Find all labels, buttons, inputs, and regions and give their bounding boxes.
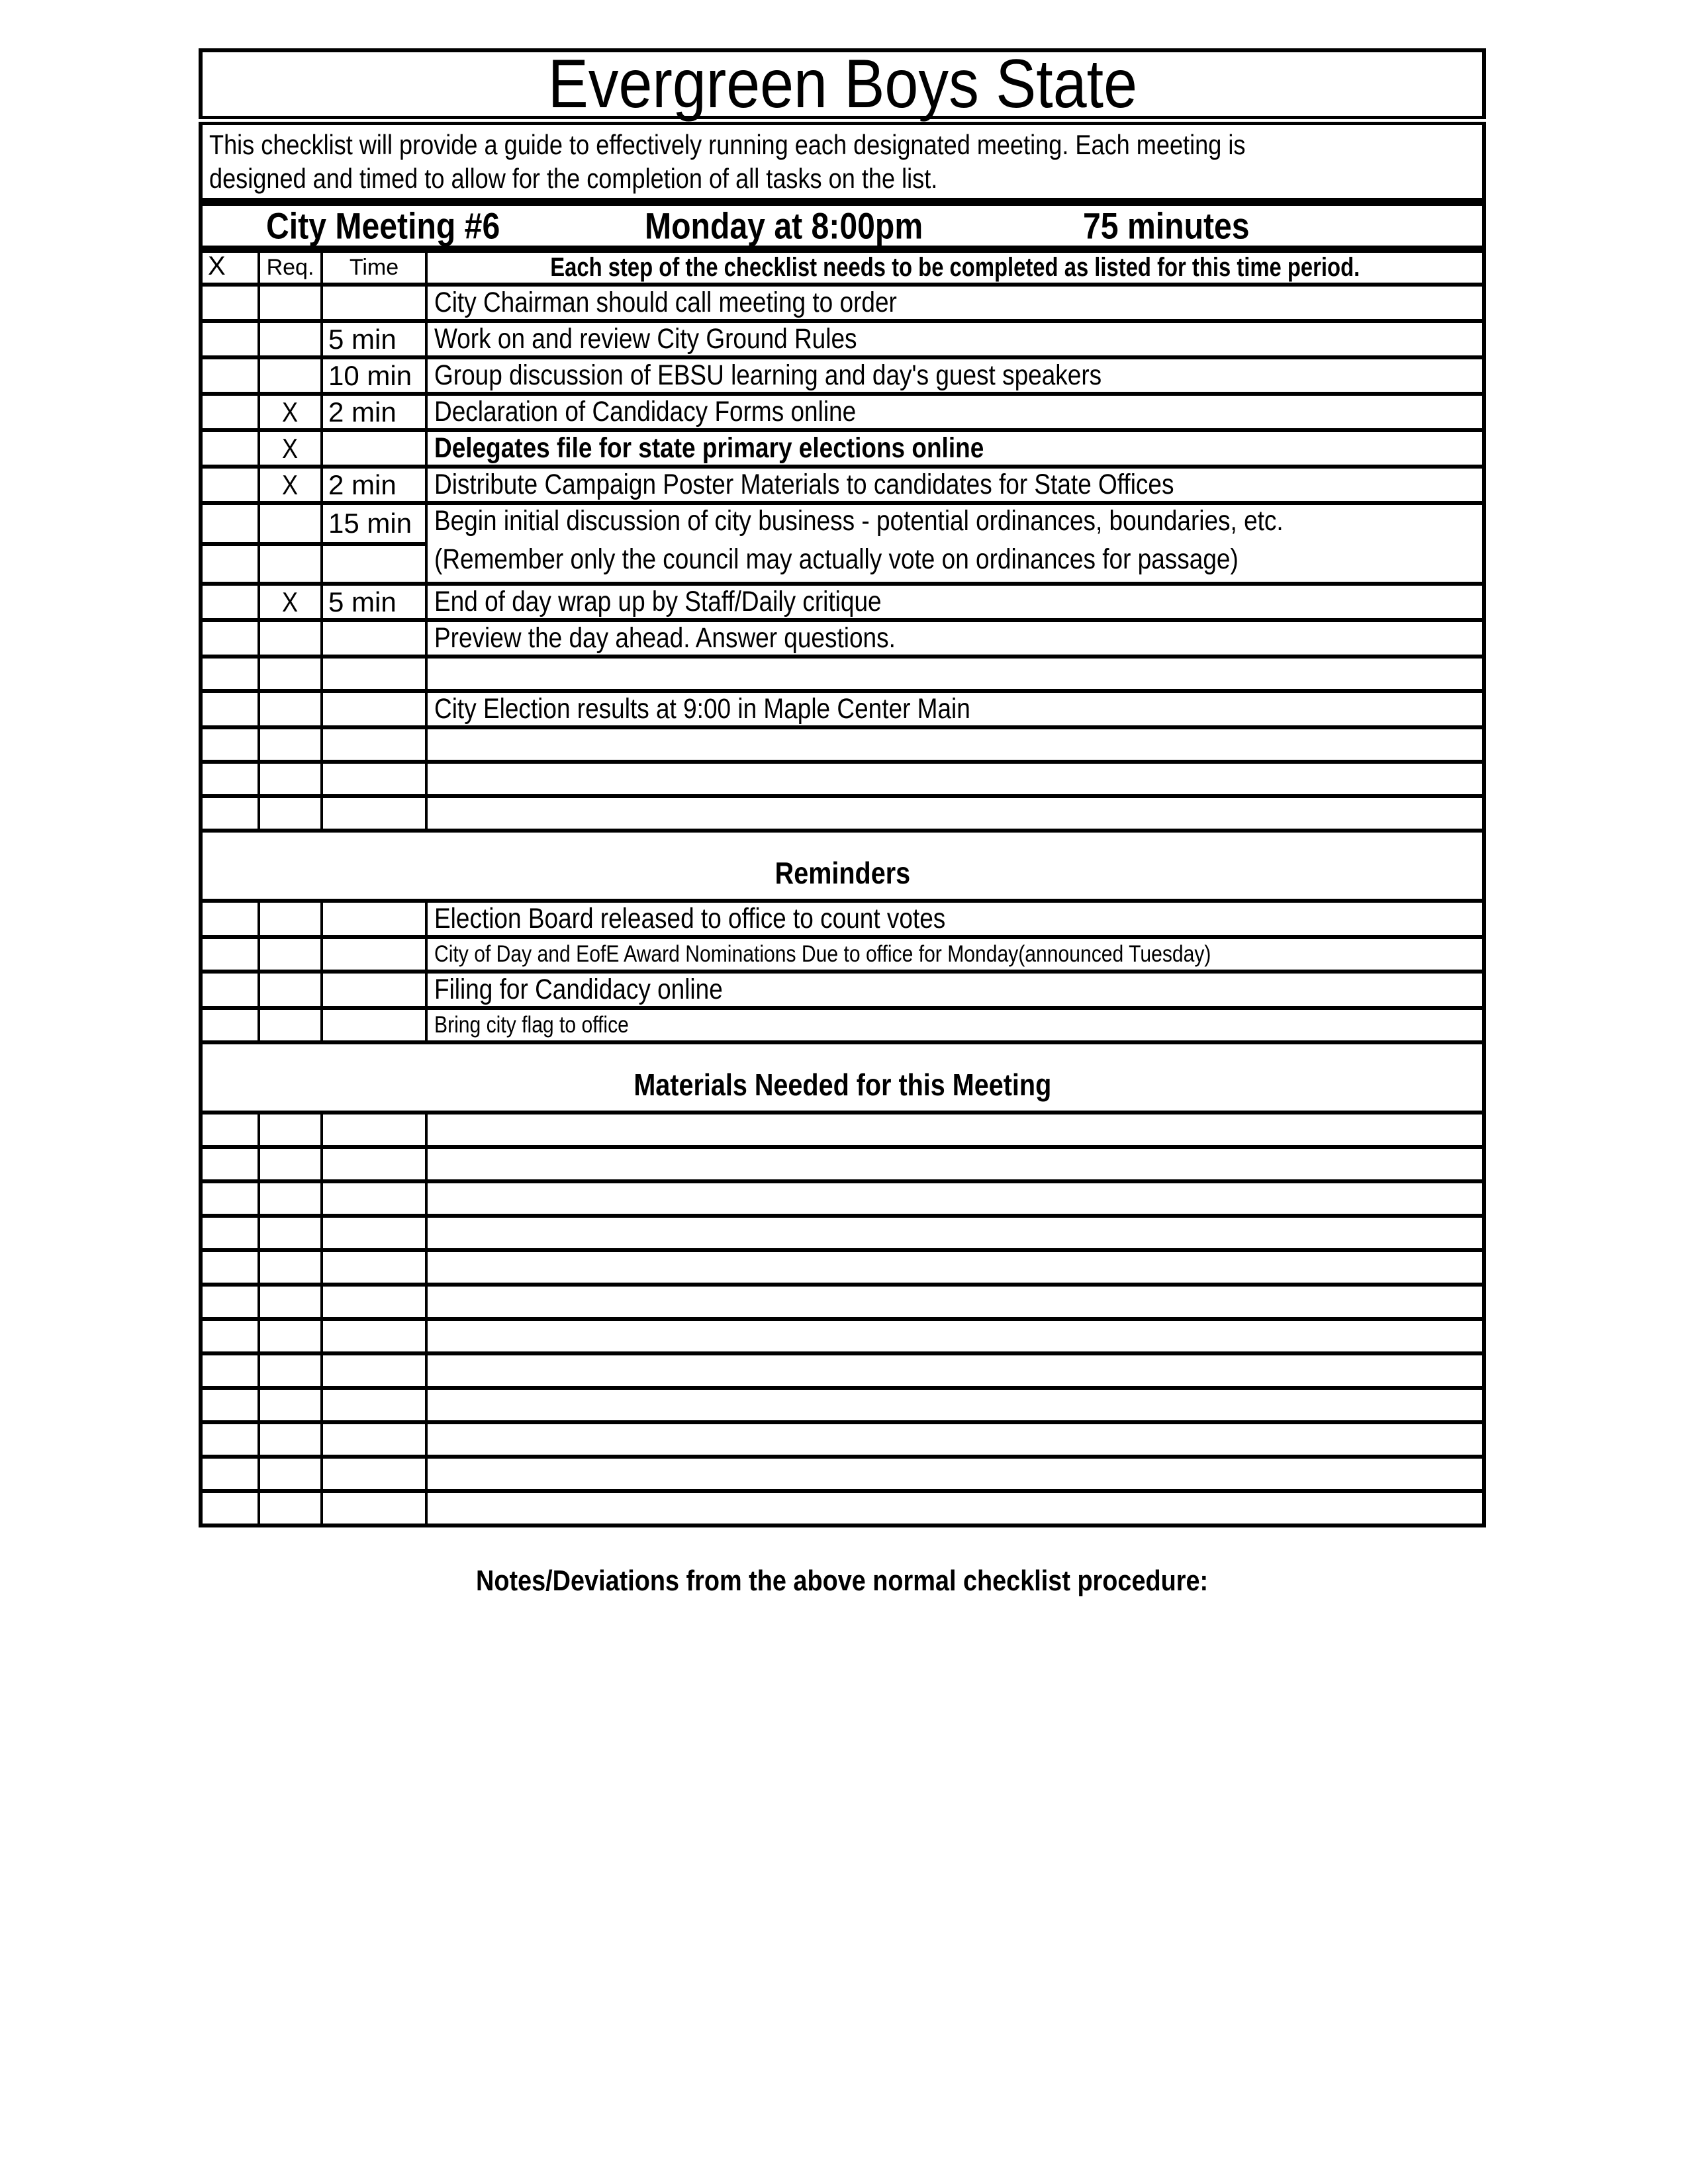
cell-x: [201, 1457, 259, 1491]
cell-req: [259, 1008, 322, 1042]
cell-x: [201, 1216, 259, 1250]
cell-x: [201, 727, 259, 762]
cell-step: [426, 1319, 1484, 1353]
cell-req: [259, 1147, 322, 1181]
cell-req: [259, 1319, 322, 1353]
cell-x: [201, 544, 259, 584]
reminders-heading-row: [201, 831, 1484, 901]
cell-x: [201, 1319, 259, 1353]
materials-heading-row: [201, 1042, 1484, 1113]
materials-row: [201, 1319, 1484, 1353]
cell-req-check: X: [259, 467, 322, 503]
cell-req: [259, 1422, 322, 1457]
cell-time: [322, 1181, 426, 1216]
document-title: Evergreen Boys State: [547, 46, 1137, 122]
cell-time: [322, 285, 426, 321]
cell-req-check: X: [259, 584, 322, 620]
cell-time: [322, 691, 426, 727]
cell-x: [201, 467, 259, 503]
cell-time: [322, 620, 426, 657]
cell-step: [426, 1113, 1484, 1147]
cell-x: [201, 901, 259, 937]
cell-x: [201, 1147, 259, 1181]
cell-step: Distribute Campaign Poster Materials to candidates for State Offices: [426, 467, 1484, 503]
cell-time: 5 min: [322, 321, 426, 357]
cell-x: [201, 1181, 259, 1216]
cell-x: [201, 762, 259, 796]
cell-x: [201, 937, 259, 972]
table-row: [201, 357, 1484, 394]
cell-x: [201, 1008, 259, 1042]
cell-time: [322, 1491, 426, 1525]
cell-x: [201, 1388, 259, 1422]
cell-step: Preview the day ahead. Answer questions.: [426, 620, 1484, 657]
description-line-1: This checklist will provide a guide to effectively running each designated meeting. Each meeting is: [209, 129, 1246, 160]
cell-step: [426, 1181, 1484, 1216]
cell-x: [201, 620, 259, 657]
cell-req-check: X: [259, 430, 322, 467]
cell-time: [322, 1285, 426, 1319]
reminder-row: [201, 901, 1484, 937]
cell-req: [259, 1250, 322, 1285]
meeting-name: City Meeting #6: [266, 205, 500, 247]
cell-step: Declaration of Candidacy Forms online: [426, 394, 1484, 430]
cell-step: [426, 1491, 1484, 1525]
cell-time: 2 min: [322, 394, 426, 430]
cell-time: 2 min: [322, 467, 426, 503]
table-row: [201, 285, 1484, 321]
reminder-row: [201, 937, 1484, 972]
column-header-step: Each step of the checklist needs to be completed as listed for this time period.: [426, 250, 1484, 285]
cell-x: [201, 394, 259, 430]
cell-time: [322, 901, 426, 937]
table-row: [201, 503, 1484, 544]
cell-step-merged: Begin initial discussion of city business - potential ordinances, boundaries, etc. (Remember only the council may actually vote on ordinances for passage): [426, 503, 1484, 584]
cell-x: [201, 796, 259, 831]
table-row: [201, 620, 1484, 657]
reminder-text: Bring city flag to office: [426, 1008, 1484, 1042]
checklist-sheet: [199, 48, 1486, 1598]
column-header-row: [201, 250, 1484, 285]
cell-step: Delegates file for state primary elections online: [426, 430, 1484, 467]
cell-time: [322, 937, 426, 972]
materials-row: [201, 1181, 1484, 1216]
cell-step: Group discussion of EBSU learning and day's guest speakers: [426, 357, 1484, 394]
cell-req: [259, 796, 322, 831]
cell-time: [322, 1216, 426, 1250]
cell-x: [201, 1250, 259, 1285]
column-header-req: Req.: [259, 250, 322, 285]
cell-x: [201, 691, 259, 727]
cell-step: [426, 1285, 1484, 1319]
cell-req: [259, 285, 322, 321]
materials-row: [201, 1353, 1484, 1388]
cell-step: [426, 1353, 1484, 1388]
description-cell: [201, 120, 1484, 202]
cell-step: City Election results at 9:00 in Maple Center Main: [426, 691, 1484, 727]
cell-time: [322, 1457, 426, 1491]
cell-time: [322, 1319, 426, 1353]
cell-req: [259, 357, 322, 394]
cell-time: [322, 1388, 426, 1422]
materials-row: [201, 1147, 1484, 1181]
cell-req: [259, 1113, 322, 1147]
cell-step: [426, 1422, 1484, 1457]
reminders-heading: Reminders: [774, 856, 910, 890]
table-row: [201, 321, 1484, 357]
cell-x: [201, 321, 259, 357]
materials-row: [201, 1216, 1484, 1250]
cell-req-check: X: [259, 394, 322, 430]
reminder-text: Election Board released to office to count votes: [426, 901, 1484, 937]
cell-step: City Chairman should call meeting to order: [426, 285, 1484, 321]
meeting-schedule: Monday at 8:00pm: [645, 205, 923, 247]
notes-heading: Notes/Deviations from the above normal checklist procedure:: [476, 1565, 1209, 1597]
table-row: [201, 584, 1484, 620]
column-header-x: X: [201, 250, 259, 285]
cell-x: [201, 657, 259, 691]
cell-step: [426, 657, 1484, 691]
cell-step: [426, 1250, 1484, 1285]
reminders-heading-cell: [201, 831, 1484, 901]
cell-x: [201, 503, 259, 544]
description-line-2: designed and timed to allow for the completion of all tasks on the list.: [209, 163, 938, 194]
cell-time: [322, 544, 426, 584]
cell-x: [201, 1491, 259, 1525]
cell-req: [259, 901, 322, 937]
cell-step: [426, 762, 1484, 796]
cell-step: [426, 1216, 1484, 1250]
table-row: [201, 394, 1484, 430]
document-title-cell: [201, 46, 1484, 122]
materials-row: [201, 1457, 1484, 1491]
table-row: [201, 727, 1484, 762]
table-row: [201, 657, 1484, 691]
reminder-text: Filing for Candidacy online: [426, 972, 1484, 1008]
cell-req: [259, 937, 322, 972]
cell-req: [259, 1285, 322, 1319]
materials-heading: Materials Needed for this Meeting: [633, 1068, 1051, 1102]
cell-req: [259, 727, 322, 762]
cell-time: [322, 1250, 426, 1285]
cell-req: [259, 1216, 322, 1250]
cell-time: [322, 972, 426, 1008]
cell-req: [259, 762, 322, 796]
cell-step: [426, 1457, 1484, 1491]
cell-step: End of day wrap up by Staff/Daily critique: [426, 584, 1484, 620]
cell-time: [322, 1113, 426, 1147]
cell-req: [259, 321, 322, 357]
cell-req: [259, 691, 322, 727]
cell-x: [201, 584, 259, 620]
cell-x: [201, 357, 259, 394]
cell-req: [259, 657, 322, 691]
materials-row: [201, 1388, 1484, 1422]
cell-step: [426, 1388, 1484, 1422]
description-row: [201, 120, 1484, 202]
cell-req: [259, 972, 322, 1008]
materials-row: [201, 1250, 1484, 1285]
cell-time: [322, 727, 426, 762]
cell-time: [322, 1422, 426, 1457]
cell-x: [201, 1113, 259, 1147]
cell-step: Work on and review City Ground Rules: [426, 321, 1484, 357]
cell-time: [322, 1353, 426, 1388]
reminder-row: [201, 1008, 1484, 1042]
table-row: [201, 691, 1484, 727]
cell-time: 15 min: [322, 503, 426, 544]
cell-req: [259, 503, 322, 544]
cell-x: [201, 285, 259, 321]
column-header-time: Time: [322, 250, 426, 285]
cell-time: 5 min: [322, 584, 426, 620]
table-row: [201, 796, 1484, 831]
materials-heading-cell: [201, 1042, 1484, 1113]
cell-req: [259, 1388, 322, 1422]
cell-req: [259, 544, 322, 584]
meeting-duration: 75 minutes: [1083, 205, 1250, 247]
cell-x: [201, 1353, 259, 1388]
materials-row: [201, 1422, 1484, 1457]
materials-row: [201, 1113, 1484, 1147]
cell-x: [201, 1422, 259, 1457]
cell-step: [426, 727, 1484, 762]
cell-x: [201, 1285, 259, 1319]
reminder-text: City of Day and EofE Award Nominations Due to office for Monday(announced Tuesday): [426, 937, 1484, 972]
cell-x: [201, 430, 259, 467]
cell-step: [426, 1147, 1484, 1181]
cell-x: [201, 972, 259, 1008]
cell-time: [322, 430, 426, 467]
table-row: [201, 762, 1484, 796]
cell-time: 10 min: [322, 357, 426, 394]
cell-time: [322, 657, 426, 691]
cell-req: [259, 1491, 322, 1525]
cell-time: [322, 1008, 426, 1042]
title-row: [201, 50, 1484, 120]
cell-req: [259, 1181, 322, 1216]
table-row: [201, 430, 1484, 467]
meeting-bar-row: [201, 202, 1484, 250]
meeting-bar: [201, 202, 1484, 250]
table-row: [201, 467, 1484, 503]
cell-time: [322, 1147, 426, 1181]
cell-req: [259, 620, 322, 657]
cell-req: [259, 1353, 322, 1388]
materials-row: [201, 1491, 1484, 1525]
cell-time: [322, 762, 426, 796]
materials-row: [201, 1285, 1484, 1319]
cell-step: [426, 796, 1484, 831]
cell-req: [259, 1457, 322, 1491]
cell-time: [322, 796, 426, 831]
reminder-row: [201, 972, 1484, 1008]
checklist-table: [199, 48, 1486, 1527]
notes-heading-wrap: [199, 1565, 1486, 1598]
